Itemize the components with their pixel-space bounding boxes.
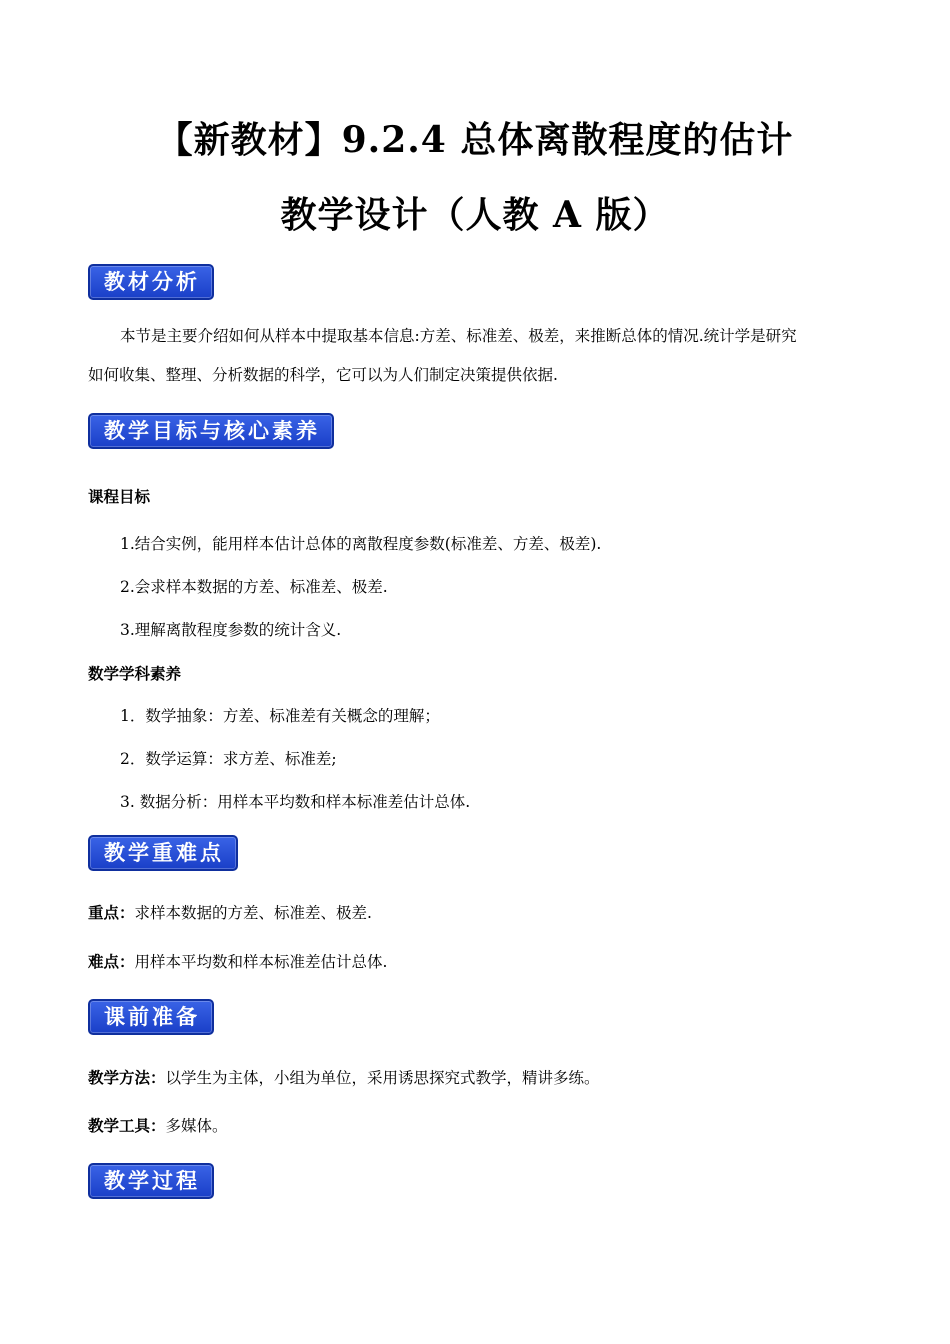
key-point-line: [88, 902, 372, 924]
teaching-tools-line: [88, 1115, 228, 1137]
teaching-method-label: 教学方法：: [88, 1068, 166, 1087]
difficult-point-label: 难点：: [88, 952, 135, 971]
teaching-method-line: [88, 1067, 600, 1089]
document-title-line2: 教学设计（人教 A 版）: [280, 194, 670, 236]
course-goal-item: 3.理解离散程度参数的统计含义.: [120, 621, 342, 639]
section-badge-preparation: 课前准备: [88, 999, 214, 1035]
section-badge-analysis: 教材分析: [88, 264, 214, 300]
teaching-method-text: 以学生为主体，小组为单位，采用诱思探究式教学，精讲多练。: [165, 1069, 600, 1087]
difficult-point-line: [88, 951, 387, 973]
literacy-item: 2．数学运算：求方差、标准差;: [120, 750, 337, 768]
teaching-tools-label: 教学工具：: [88, 1116, 166, 1135]
analysis-paragraph-line1: 本节是主要介绍如何从样本中提取基本信息:方差、标准差、极差，来推断总体的情况.统计学是研究: [120, 327, 797, 345]
key-point-text: 求样本数据的方差、标准差、极差.: [134, 904, 372, 922]
course-goal-item: 2.会求样本数据的方差、标准差、极差.: [120, 578, 388, 596]
course-goals-heading: 课程目标: [88, 487, 151, 506]
analysis-paragraph-line2: 如何收集、整理、分析数据的科学，它可以为人们制定决策提供依据.: [88, 366, 558, 384]
teaching-tools-text: 多媒体。: [165, 1117, 228, 1135]
key-point-label: 重点：: [88, 903, 135, 922]
literacy-heading: 数学学科素养: [88, 664, 182, 683]
section-badge-process: 教学过程: [88, 1163, 214, 1199]
document-title-line1: 【新教材】9.2.4 总体离散程度的估计: [156, 119, 794, 161]
literacy-item: 1．数学抽象：方差、标准差有关概念的理解；: [120, 707, 440, 725]
section-badge-goals: 教学目标与核心素养: [88, 413, 334, 449]
difficult-point-text: 用样本平均数和样本标准差估计总体.: [134, 953, 388, 971]
section-badge-key-points: 教学重难点: [88, 835, 238, 871]
course-goal-item: 1.结合实例，能用样本估计总体的离散程度参数(标准差、方差、极差).: [120, 535, 602, 553]
literacy-item: 3. 数据分析：用样本平均数和样本标准差估计总体.: [120, 793, 471, 811]
